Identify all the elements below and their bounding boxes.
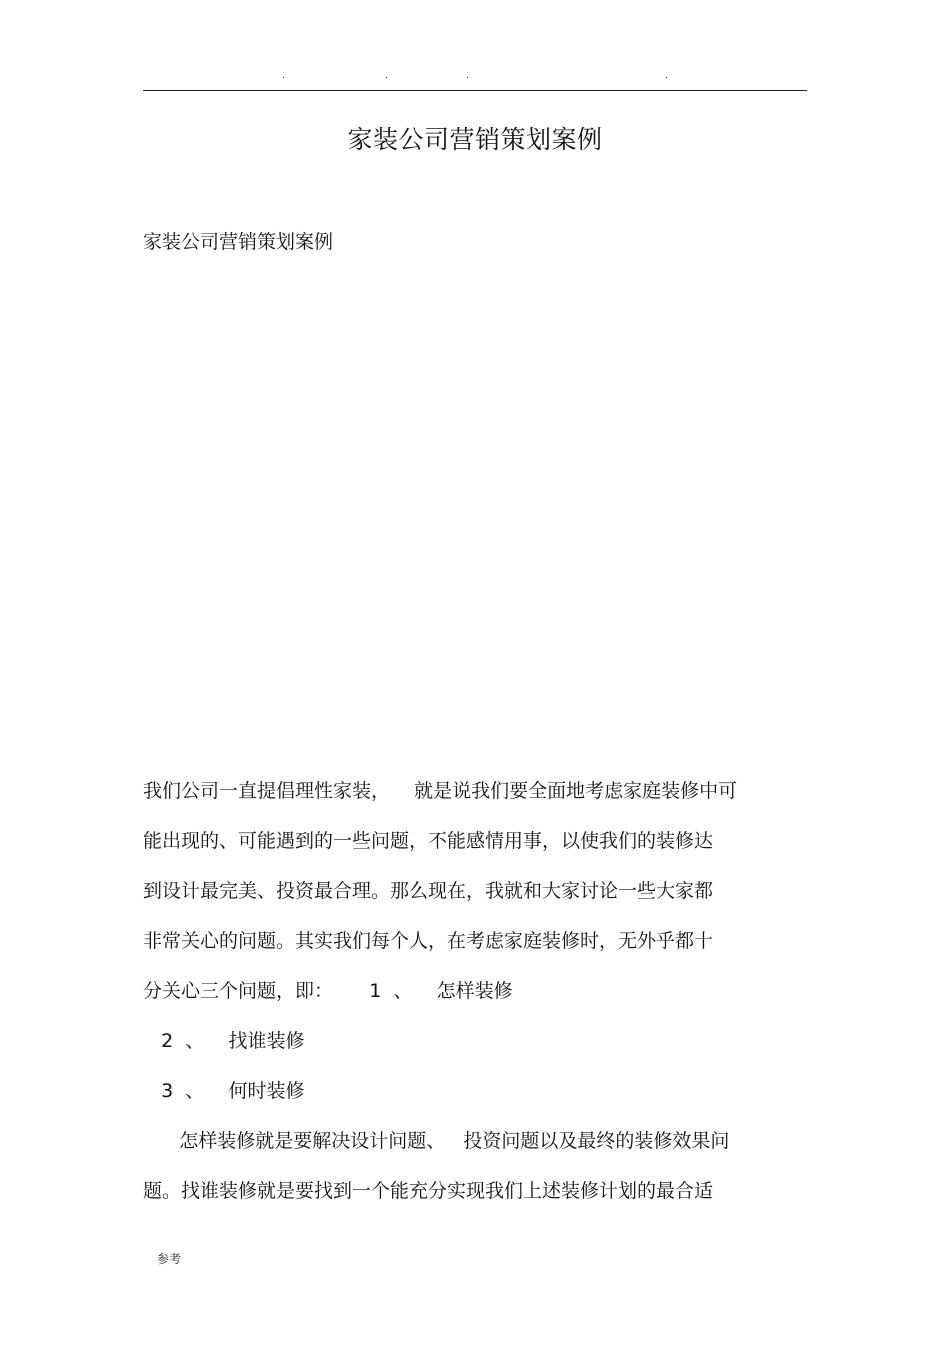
document-subtitle: 家装公司营销策划案例 bbox=[143, 231, 334, 253]
header-dots bbox=[143, 70, 807, 86]
body-line: 非常关心的问题。其实我们每个人，在考虑家庭装修时，无外乎都十 bbox=[143, 930, 714, 952]
header-dot: . bbox=[385, 70, 389, 81]
list-item: 2 、 找谁装修 bbox=[143, 1030, 305, 1052]
page-title: 家装公司营销策划案例 bbox=[347, 125, 603, 154]
header-rule bbox=[143, 90, 807, 91]
body-line: 怎样装修就是要解决设计问题、 投资问题以及最终的装修效果问 bbox=[143, 1130, 730, 1152]
body-line: 分关心三个问题，即： 1 、 怎样装修 bbox=[143, 980, 513, 1002]
body-line: 能出现的、可能遇到的一些问题，不能感情用事，以使我们的装修达 bbox=[143, 830, 714, 852]
body-line: 题。找谁装修就是要找到一个能充分实现我们上述装修计划的最合适 bbox=[143, 1180, 714, 1202]
body-line: 到设计最完美、投资最合理。那么现在，我就和大家讨论一些大家都 bbox=[143, 880, 714, 902]
body-line: 我们公司一直提倡理性家装， 就是说我们要全面地考虑家庭装修中可 bbox=[143, 780, 738, 802]
header-dot: . bbox=[665, 70, 669, 81]
header-dot: . bbox=[466, 70, 470, 81]
footer-label: 参考 bbox=[157, 1252, 182, 1266]
header-dot: . bbox=[282, 70, 286, 81]
list-item: 3 、 何时装修 bbox=[143, 1080, 305, 1102]
